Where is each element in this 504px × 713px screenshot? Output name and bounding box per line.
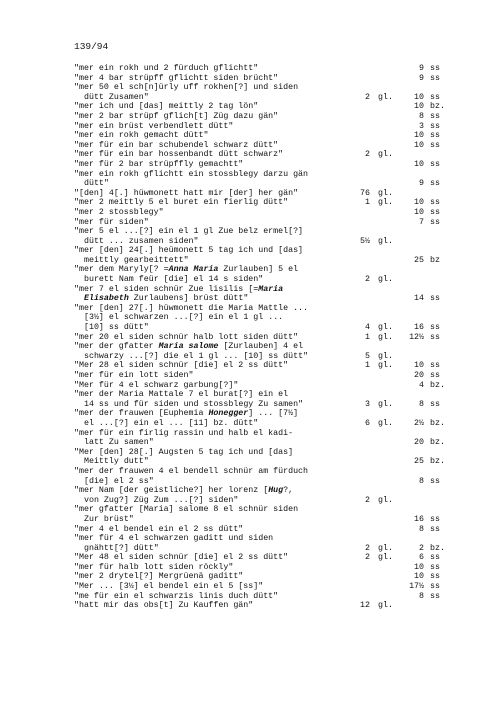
entry-text: "mer gfatter [Maria] salome 8 el schnür siden	[74, 505, 299, 515]
unit-small: ss	[430, 217, 440, 227]
entry-text: Meittly dutt"	[84, 457, 149, 467]
entry-text: Elisabeth Zurlaubens] brüst dütt"	[84, 294, 249, 304]
unit-small: ss	[430, 361, 440, 371]
entry-text: "mer 2 stossblegy"	[74, 207, 164, 217]
ledger-row	[0, 275, 504, 285]
entry-text: [die] el 2 ss"	[84, 476, 154, 486]
ledger-row	[0, 83, 504, 93]
ledger-row	[0, 189, 504, 199]
entry-text: "Mer [den] 28[.] Augsten 5 tag ich und [das]	[74, 447, 294, 457]
unit-small: ss	[430, 64, 440, 73]
unit-small: ss	[430, 371, 440, 380]
ledger-row	[0, 400, 504, 410]
qty-small: 10	[414, 159, 424, 169]
entry-text: "me für ein el schwarzis linis duch dütt"	[74, 591, 279, 601]
ledger-row	[0, 342, 504, 352]
entry-text: "mer 2 bar strüpf gflich[t] Züg dazu gän"	[74, 111, 279, 121]
entry-text: "mer der gfatter Maria salome [Zurlauben] 4 el	[74, 342, 304, 352]
entry-text: "mer der frauwen [Euphemia Honegger] ... [7½]	[74, 409, 299, 419]
unit-gulden: gl.	[378, 601, 393, 611]
unit-gulden: gl.	[378, 553, 393, 563]
ledger-row	[0, 313, 504, 323]
entry-text: "mer 7 el siden schnür Zue lisilis [=Maria	[74, 284, 284, 294]
ledger-row	[0, 505, 504, 515]
unit-gulden: gl.	[378, 198, 393, 208]
qty-gulden: 4	[365, 323, 370, 333]
ledger-row	[0, 467, 504, 477]
unit-gulden: gl.	[378, 399, 393, 409]
ledger-row	[0, 601, 504, 611]
entry-text: "mer Nam [der geistliche?] her lorenz [Hug?,	[74, 486, 294, 496]
unit-small: ss	[430, 572, 440, 582]
unit-gulden: gl.	[378, 495, 393, 505]
qty-small: 9	[419, 179, 424, 189]
unit-gulden: gl.	[378, 323, 393, 333]
qty-small: 8	[419, 111, 424, 121]
ledger-row	[0, 525, 504, 535]
unit-small: ss	[430, 294, 440, 304]
entry-text: dütt ... zusamen siden"	[84, 236, 199, 246]
qty-gulden: 2	[365, 495, 370, 505]
ledger-row	[0, 361, 504, 371]
qty-small: 10	[414, 102, 424, 112]
qty-small: 25	[414, 255, 424, 265]
qty-small: 14	[414, 294, 424, 304]
unit-gulden: gl.	[378, 236, 393, 246]
ledger-row	[0, 381, 504, 391]
unit-small: ss	[430, 92, 440, 102]
ledger-row	[0, 572, 504, 582]
ledger-row	[0, 486, 504, 496]
entry-text: "mer für 4 el schwarzen gaditt und siden	[74, 534, 274, 544]
entry-text: "mer 5 el ...[?] ein el 1 gl Zue belz ermel[?]	[74, 227, 304, 237]
ledger-row	[0, 179, 504, 189]
ledger-entries	[0, 64, 504, 611]
ledger-row	[0, 553, 504, 563]
ledger-row	[0, 477, 504, 487]
unit-small: ss	[430, 179, 440, 189]
qty-small: 25	[414, 457, 424, 467]
unit-small: ss	[430, 140, 440, 150]
ledger-row	[0, 294, 504, 304]
ledger-row	[0, 544, 504, 554]
qty-small: 10	[414, 562, 424, 572]
entry-text: "mer 4 bar strüpff gflichtt siden brücht"	[74, 73, 279, 83]
qty-gulden: 1	[365, 361, 370, 371]
ledger-row	[0, 448, 504, 458]
qty-small: 8	[419, 524, 424, 534]
qty-small: 8	[419, 476, 424, 486]
entry-text: "mer 2 drytel[?] Mergrüenä gaditt"	[74, 572, 244, 582]
ledger-row	[0, 534, 504, 544]
ledger-row	[0, 93, 504, 103]
qty-gulden: 2	[365, 543, 370, 553]
entry-text: dütt"	[84, 179, 109, 189]
unit-gulden: gl.	[378, 418, 393, 428]
entry-text: "mer für halb lott siden röckly"	[74, 562, 234, 572]
entry-text: "mer 4 el bendel ein el 2 ss dütt"	[74, 524, 244, 534]
qty-gulden: 3	[365, 399, 370, 409]
entry-text: "mer [den] 27[.] hüwmonett die Maria Mattle ...	[74, 303, 309, 313]
unit-small: ss	[430, 207, 440, 217]
qty-small: 6	[419, 553, 424, 563]
unit-gulden: gl.	[378, 543, 393, 553]
qty-small: 10	[414, 140, 424, 150]
unit-small: ss	[430, 323, 440, 333]
qty-small: 3	[419, 121, 424, 131]
unit-gulden: gl.	[378, 351, 393, 361]
entry-text: burett Nam feür [die] el 14 s siden"	[84, 275, 264, 285]
entry-text: "mer für 2 bar strüpffly gemachtt"	[74, 159, 244, 169]
unit-small: ss	[430, 121, 440, 131]
entry-text: "Mer 48 el siden schnür [die] el 2 ss dütt"	[74, 553, 289, 563]
entry-text: el ...[?] ein el ... [11] bz. dütt"	[84, 418, 259, 428]
ledger-row	[0, 112, 504, 122]
entry-text: "Mer ... [3½] el bendel ein el 5 [ss]"	[74, 582, 264, 592]
entry-text: "mer der Maria Mattale 7 el burat[?] ein el	[74, 390, 289, 400]
unit-small: ss	[430, 476, 440, 486]
entry-text: "mer für ein lott siden"	[74, 371, 194, 380]
ledger-row	[0, 160, 504, 170]
ledger-row	[0, 371, 504, 381]
ledger-row	[0, 170, 504, 180]
ledger-row	[0, 496, 504, 506]
unit-gulden: gl.	[378, 275, 393, 285]
entry-text: "Mer 28 el siden schnür [die] el 2 ss dütt"	[74, 361, 289, 371]
qty-small: 20	[414, 371, 424, 380]
qty-gulden: 2	[365, 275, 370, 285]
qty-small: 7	[419, 217, 424, 227]
qty-gulden: 2	[365, 150, 370, 160]
entry-text: "mer 50 el sch[n]ürly uff rokhen[?] und siden	[74, 83, 299, 93]
unit-small: ss	[430, 131, 440, 141]
entry-text: "mer dem Maryly[? =Anna Maria Zurlauben] 5 el	[74, 265, 299, 275]
qty-small: 10	[414, 572, 424, 582]
qty-gulden: 76	[360, 188, 370, 198]
ledger-row	[0, 592, 504, 602]
unit-small: bz.	[430, 102, 445, 112]
entry-text: "mer für siden"	[74, 217, 149, 227]
ledger-row	[0, 429, 504, 439]
qty-small: 10	[414, 207, 424, 217]
unit-small: ss	[430, 553, 440, 563]
entry-text: "Mer für 4 el schwarz garbung[?]"	[74, 380, 239, 390]
unit-gulden: gl.	[378, 188, 393, 198]
unit-small: ss	[430, 514, 440, 524]
ledger-row	[0, 227, 504, 237]
qty-gulden: 1	[365, 198, 370, 208]
page-number: 139/94	[74, 41, 109, 52]
unit-small: bz.	[430, 457, 445, 467]
entry-text: "mer der frauwen 4 el bendell schnür am fürduch	[74, 466, 309, 476]
ledger-row	[0, 198, 504, 208]
ledger-row	[0, 246, 504, 256]
qty-small: 10	[414, 198, 424, 208]
ledger-row	[0, 333, 504, 343]
ledger-row	[0, 409, 504, 419]
qty-small: 9	[419, 64, 424, 73]
unit-small: bz.	[430, 438, 445, 448]
qty-gulden: 6	[365, 418, 370, 428]
entry-text: von Zug?] Züg Zum ...[?] siden"	[84, 495, 239, 505]
entry-text: "mer für ein firlig rassin und halb el kadi-	[74, 428, 294, 438]
entry-text: gnähtt[?] dütt"	[84, 543, 159, 553]
entry-text: "hatt mir das obs[t] Zu Kauffen gän"	[74, 601, 254, 611]
entry-text: "mer ich und [das] meittly 2 tag lön"	[74, 102, 259, 112]
qty-small: 8	[419, 591, 424, 601]
ledger-row	[0, 352, 504, 362]
unit-small: ss	[430, 524, 440, 534]
unit-small: ss	[430, 399, 440, 409]
unit-small: bz.	[430, 418, 445, 428]
qty-small: 16	[414, 514, 424, 524]
entry-text: "mer ein rokh und 2 fürduch gflichtt"	[74, 64, 259, 73]
entry-text: [10] ss dütt"	[84, 323, 149, 333]
entry-text: latt Zu samen"	[84, 438, 154, 448]
qty-small: 10	[414, 92, 424, 102]
qty-gulden: 1	[365, 332, 370, 342]
entry-text: dütt Zusamen"	[84, 92, 149, 102]
ledger-row	[0, 64, 504, 74]
qty-gulden: 12	[360, 601, 370, 611]
ledger-row	[0, 515, 504, 525]
entry-text: "mer für ein bar schubendel schwarz dütt"	[74, 140, 279, 150]
unit-small: ss	[430, 159, 440, 169]
unit-small: bz	[430, 255, 440, 265]
qty-small: 10	[414, 131, 424, 141]
ledger-row	[0, 218, 504, 228]
entry-text: "mer ein brüst verbendlett dütt"	[74, 121, 234, 131]
ledger-row	[0, 285, 504, 295]
qty-small: 12½	[409, 332, 424, 342]
entry-text: "[den] 4[.] hüwmonett hatt mir [der] her gän"	[74, 188, 299, 198]
entry-text: "mer ein rokh gemacht dütt"	[74, 131, 209, 141]
qty-small: 17½	[409, 582, 424, 592]
entry-text: "mer für ein bar hossenbandt dütt schwarz"	[74, 150, 284, 160]
ledger-row	[0, 122, 504, 132]
unit-small: ss	[430, 332, 440, 342]
qty-small: 10	[414, 361, 424, 371]
unit-gulden: gl.	[378, 92, 393, 102]
qty-small: 9	[419, 73, 424, 83]
unit-small: ss	[430, 562, 440, 572]
unit-small: ss	[430, 591, 440, 601]
ledger-row	[0, 237, 504, 247]
unit-small: ss	[430, 198, 440, 208]
ledger-row	[0, 438, 504, 448]
unit-small: ss	[430, 73, 440, 83]
entry-text: meittly gearbeittett"	[84, 255, 189, 265]
ledger-row	[0, 582, 504, 592]
qty-gulden: 2	[365, 92, 370, 102]
qty-small: 4	[419, 380, 424, 390]
ledger-row	[0, 102, 504, 112]
ledger-row	[0, 390, 504, 400]
entry-text: "mer 2 meittly 5 el buret ein fierlig dütt"	[74, 198, 289, 208]
qty-gulden: 2	[365, 553, 370, 563]
unit-small: ss	[430, 582, 440, 592]
qty-small: 8	[419, 399, 424, 409]
entry-text: [3½] el schwarzen ...[?] ein el 1 gl ...	[84, 313, 284, 323]
entry-text: "mer [den] 24[.] heümonett 5 tag ich und [das]	[74, 246, 304, 256]
ledger-row	[0, 131, 504, 141]
unit-gulden: gl.	[378, 361, 393, 371]
ledger-row	[0, 150, 504, 160]
ledger-row	[0, 265, 504, 275]
unit-small: ss	[430, 111, 440, 121]
unit-gulden: gl.	[378, 332, 393, 342]
ledger-row	[0, 323, 504, 333]
ledger-row	[0, 457, 504, 467]
ledger-row	[0, 74, 504, 84]
qty-gulden: 5½	[360, 236, 370, 246]
unit-small: bz.	[430, 380, 445, 390]
entry-text: 14 ss und für siden und stossblegy Zu samen"	[84, 399, 304, 409]
unit-small: bz.	[430, 543, 445, 553]
qty-small: 20	[414, 438, 424, 448]
entry-text: "mer 20 el siden schnür halb lott siden dütt"	[74, 332, 299, 342]
entry-text: schwarzy ...[?] die el 1 gl ... [10] ss dütt"	[84, 351, 309, 361]
entry-text: Zur brüst"	[84, 514, 134, 524]
unit-gulden: gl.	[378, 150, 393, 160]
ledger-row	[0, 208, 504, 218]
qty-small: 2	[419, 543, 424, 553]
ledger-row	[0, 304, 504, 314]
qty-gulden: 5	[365, 351, 370, 361]
ledger-row	[0, 141, 504, 151]
ledger-row	[0, 419, 504, 429]
entry-text: "mer ein rokh gflichtt ein stossblegy darzu gän	[74, 169, 309, 179]
qty-small: 2½	[414, 418, 424, 428]
qty-small: 16	[414, 323, 424, 333]
